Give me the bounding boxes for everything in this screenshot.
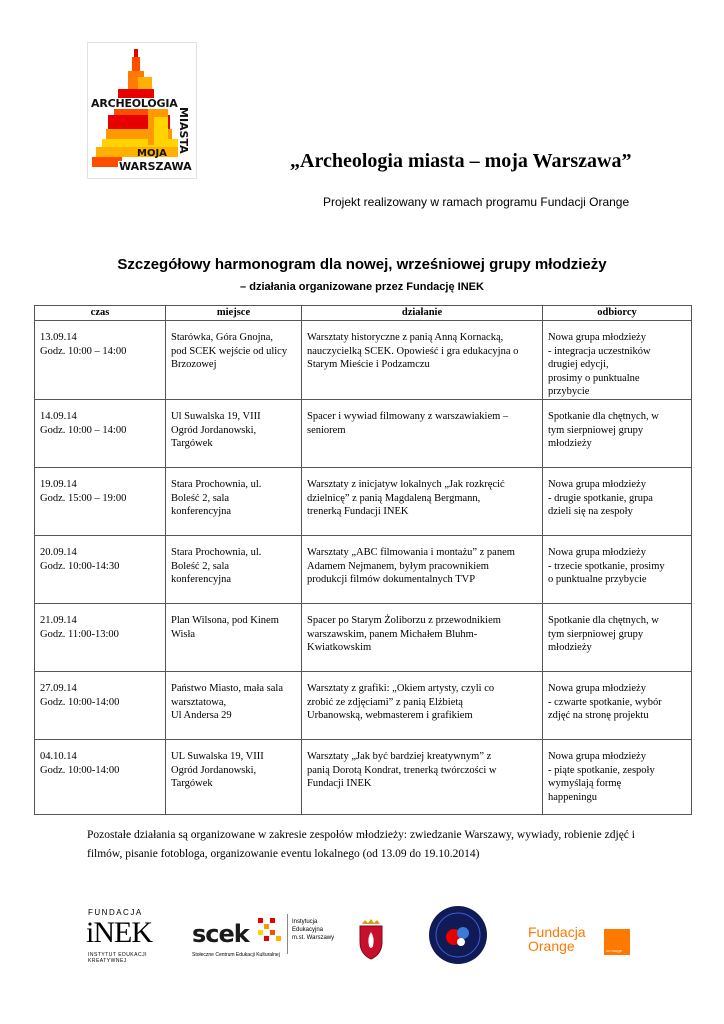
cell-dzialanie-line: Warsztaty „ABC filmowania i montażu” z panem (307, 547, 515, 558)
cell-czas-line: Godz. 10:00-14:00 (40, 764, 120, 776)
cell-czas (35, 672, 166, 740)
scek-logo-caption: Stołeczne Centrum Edukacji Kulturalnej (192, 952, 280, 958)
inek-logo-caption: INSTYTUT EDUKACJI KREATYWNEJ (88, 952, 147, 964)
inek-logo-top: FUNDACJA (88, 908, 143, 917)
cell-odbiorcy-line: młodzieży (548, 642, 592, 653)
scek-logo-name: scek (192, 920, 249, 948)
cell-odbiorcy-line: tym sierpniowej grupy (548, 628, 644, 640)
cell-miejsce-line: konferencyjna (171, 574, 232, 585)
cell-odbiorcy-line: Spotkanie dla chętnych, w (548, 615, 659, 626)
cell-czas (35, 740, 166, 815)
table-row (35, 536, 692, 604)
cell-dzialanie-line: warszawskim, panem Michałem Bluhm- (307, 628, 478, 640)
cell-czas (35, 400, 166, 468)
cell-odbiorcy (543, 468, 692, 536)
column-header-dzialanie: działanie (302, 306, 543, 321)
cell-odbiorcy-line: prosimy o punktualne (548, 372, 640, 384)
logo-text-miasta: MIASTA (177, 107, 190, 154)
cell-odbiorcy-line: Nowa grupa młodzieży (548, 751, 646, 762)
cell-odbiorcy (543, 536, 692, 604)
cell-miejsce-line: Boleść 2, sala (171, 560, 230, 572)
cell-miejsce-line: pod SCEK wejście od ulicy (171, 345, 288, 357)
logo-text-moja: MOJA (137, 148, 167, 159)
cell-odbiorcy-line: o punktualne przybycie (548, 574, 647, 585)
cell-czas (35, 468, 166, 536)
cell-dzialanie-line: Kwiatkowskim (307, 642, 372, 653)
cell-odbiorcy-line: Spotkanie dla chętnych, w (548, 411, 659, 422)
cell-dzialanie-line: nauczycielką SCEK. Opowieść i gra edukacyjna o (307, 345, 519, 357)
cell-czas-line: 04.10.14 (40, 751, 77, 762)
cell-dzialanie-line: Warsztaty z inicjatyw lokalnych „Jak rozkręcić (307, 479, 505, 490)
cell-dzialanie (302, 536, 543, 604)
cell-miejsce-line: Starówka, Góra Gnojna, (171, 332, 274, 343)
cell-miejsce-line: Ul Suwalska 19, VIII (171, 411, 261, 422)
cell-miejsce-line: Ogród Jordanowski, (171, 424, 257, 436)
schedule-subtitle: – działania organizowane przez Fundację INEK (240, 281, 484, 293)
ogrod-jordanowski-badge-icon (428, 905, 488, 965)
cell-odbiorcy-line: - integracja uczestników (548, 345, 651, 357)
cell-odbiorcy-line: Nowa grupa młodzieży (548, 479, 646, 490)
cell-odbiorcy (543, 740, 692, 815)
cell-dzialanie (302, 321, 543, 400)
cell-miejsce-line: Stara Prochownia, ul. (171, 479, 262, 490)
cell-odbiorcy-line: wymyślają formę (548, 778, 622, 789)
cell-czas-line: Godz. 10:00 – 14:00 (40, 345, 127, 357)
archeologia-miasta-logo (87, 42, 197, 179)
cell-odbiorcy-line: przybycie (548, 386, 590, 397)
orange-square-icon: un rouge (604, 929, 630, 955)
cell-odbiorcy-line: drugiej edycji, (548, 359, 609, 370)
cell-odbiorcy-line: Nowa grupa młodzieży (548, 332, 646, 343)
cell-miejsce (166, 536, 302, 604)
cell-odbiorcy-line: dzieli się na zespoły (548, 506, 633, 517)
cell-miejsce (166, 468, 302, 536)
cell-odbiorcy-line: happeningu (548, 791, 597, 803)
cell-miejsce-line: warsztatowa, (171, 696, 227, 708)
table-row (35, 400, 692, 468)
cell-dzialanie-line: Spacer po Starym Żoliborzu z przewodnikiem (307, 615, 501, 626)
cell-odbiorcy-line: - drugie spotkanie, grupa (548, 492, 653, 504)
cell-miejsce-line: Boleść 2, sala (171, 492, 230, 504)
cell-odbiorcy-line: - piąte spotkanie, zespoły (548, 764, 655, 776)
cell-dzialanie-line: produkcji filmów dokumentalnych TVP (307, 574, 476, 585)
cell-czas-line: Godz. 10:00-14:00 (40, 696, 120, 708)
cell-odbiorcy-line: - czwarte spotkanie, wybór (548, 696, 662, 708)
footer-note: Pozostałe działania są organizowane w zakresie zespołów młodzieży: zwiedzanie Warszawy, wywiady, robienie zdjęć i filmów, pisanie fotobloga, organizowanie eventu lokalnego (od 13.09 do 19.10.2014) (87, 829, 635, 860)
cell-miejsce (166, 604, 302, 672)
cell-czas-line: 13.09.14 (40, 332, 77, 343)
cell-miejsce (166, 672, 302, 740)
cell-odbiorcy-line: młodzieży (548, 438, 592, 449)
cell-dzialanie-line: zrobić ze zdjęciami” z panią Elżbietą (307, 696, 463, 708)
cell-dzialanie-line: seniorem (307, 424, 346, 436)
cell-miejsce-line: UL Suwalska 19, VIII (171, 751, 264, 762)
cell-czas-line: 19.09.14 (40, 479, 77, 490)
table-header-row (35, 306, 692, 321)
cell-miejsce-line: Ul Andersa 29 (171, 710, 232, 721)
project-title: „Archeologia miasta – moja Warszawa” (290, 150, 632, 172)
schedule-table (34, 305, 692, 815)
cell-czas-line: Godz. 11:00-13:00 (40, 628, 119, 640)
logo-text-warszawa: WARSZAWA (119, 160, 192, 173)
cell-dzialanie-line: Urbanowską, webmasterem i grafikiem (307, 710, 473, 721)
inek-logo (82, 908, 152, 968)
table-row (35, 321, 692, 400)
cell-dzialanie-line: trenerką Fundacji INEK (307, 506, 409, 517)
cell-miejsce (166, 400, 302, 468)
column-header-czas: czas (35, 306, 166, 321)
cell-dzialanie (302, 468, 543, 536)
logo-text-archeologia: ARCHEOLOGIA (91, 97, 178, 110)
cell-czas-line: 21.09.14 (40, 615, 77, 626)
project-subtitle: Projekt realizowany w ramach programu Fundacji Orange (323, 195, 630, 209)
cell-miejsce-line: Ogród Jordanowski, (171, 764, 257, 776)
cell-czas-line: 27.09.14 (40, 683, 77, 694)
cell-czas-line: 20.09.14 (40, 547, 77, 558)
cell-miejsce-line: Brzozowej (171, 359, 217, 370)
cell-dzialanie-line: Spacer i wywiad filmowany z warszawiakiem – (307, 411, 509, 422)
warsaw-crest-icon (356, 918, 386, 960)
column-header-miejsce: miejsce (166, 306, 302, 321)
cell-czas-line: 14.09.14 (40, 411, 77, 422)
cell-odbiorcy (543, 321, 692, 400)
scek-logo (192, 912, 347, 962)
cell-miejsce-line: Targówek (171, 438, 213, 449)
cell-odbiorcy (543, 400, 692, 468)
inek-logo-name: iNEK (86, 916, 152, 949)
cell-dzialanie-line: Starym Mieście i Podzamczu (307, 359, 430, 370)
cell-miejsce-line: Stara Prochownia, ul. (171, 547, 262, 558)
cell-dzialanie (302, 400, 543, 468)
table-row (35, 740, 692, 815)
cell-dzialanie-line: Warsztaty z grafiki: „Okiem artysty, czyli co (307, 683, 495, 694)
schedule-title: Szczegółowy harmonogram dla nowej, wrześniowej grupy młodzieży (117, 256, 607, 273)
table-row (35, 468, 692, 536)
cell-dzialanie-line: Adamem Nejmanem, byłym pracownikiem (307, 560, 489, 572)
cell-dzialanie (302, 604, 543, 672)
cell-miejsce (166, 740, 302, 815)
cell-czas (35, 604, 166, 672)
cell-miejsce (166, 321, 302, 400)
cell-odbiorcy (543, 672, 692, 740)
cell-czas (35, 321, 166, 400)
scek-institution-text: Instytucja Edukacyjna m.st. Warszawy (292, 919, 335, 941)
cell-odbiorcy-line: zdjęć na stronę projektu (548, 710, 649, 721)
cell-dzialanie (302, 672, 543, 740)
cell-czas-line: Godz. 15:00 – 19:00 (40, 492, 127, 504)
cell-czas-line: Godz. 10:00-14:30 (40, 560, 120, 572)
cell-miejsce-line: Państwo Miasto, mała sala (171, 683, 283, 694)
table-row (35, 604, 692, 672)
fundacja-orange-name: Fundacja Orange (528, 924, 586, 954)
cell-odbiorcy (543, 604, 692, 672)
cell-dzialanie (302, 740, 543, 815)
cell-dzialanie-line: Warsztaty „Jak być bardziej kreatywnym” z (307, 751, 492, 762)
cell-odbiorcy-line: - trzecie spotkanie, prosimy (548, 560, 665, 572)
cell-czas (35, 536, 166, 604)
cell-odbiorcy-line: Nowa grupa młodzieży (548, 547, 646, 558)
cell-dzialanie-line: Fundacji INEK (307, 778, 372, 789)
cell-miejsce-line: Plan Wilsona, pod Kinem (171, 615, 279, 626)
cell-czas-line: Godz. 10:00 – 14:00 (40, 424, 127, 436)
column-header-odbiorcy: odbiorcy (543, 306, 692, 321)
cell-odbiorcy-line: tym sierpniowej grupy (548, 424, 644, 436)
table-row (35, 672, 692, 740)
fundacja-orange-logo (528, 925, 633, 959)
cell-dzialanie-line: dzielnicę” z panią Magdaleną Bergmann, (307, 492, 481, 504)
cell-miejsce-line: Wisła (171, 628, 196, 640)
cell-miejsce-line: Targówek (171, 778, 213, 789)
cell-dzialanie-line: panią Dorotą Kondrat, trenerką twórczości w (307, 764, 497, 776)
cell-miejsce-line: konferencyjna (171, 506, 232, 517)
cell-dzialanie-line: Warsztaty historyczne z panią Anną Kornacką, (307, 332, 504, 343)
cell-odbiorcy-line: Nowa grupa młodzieży (548, 683, 646, 694)
